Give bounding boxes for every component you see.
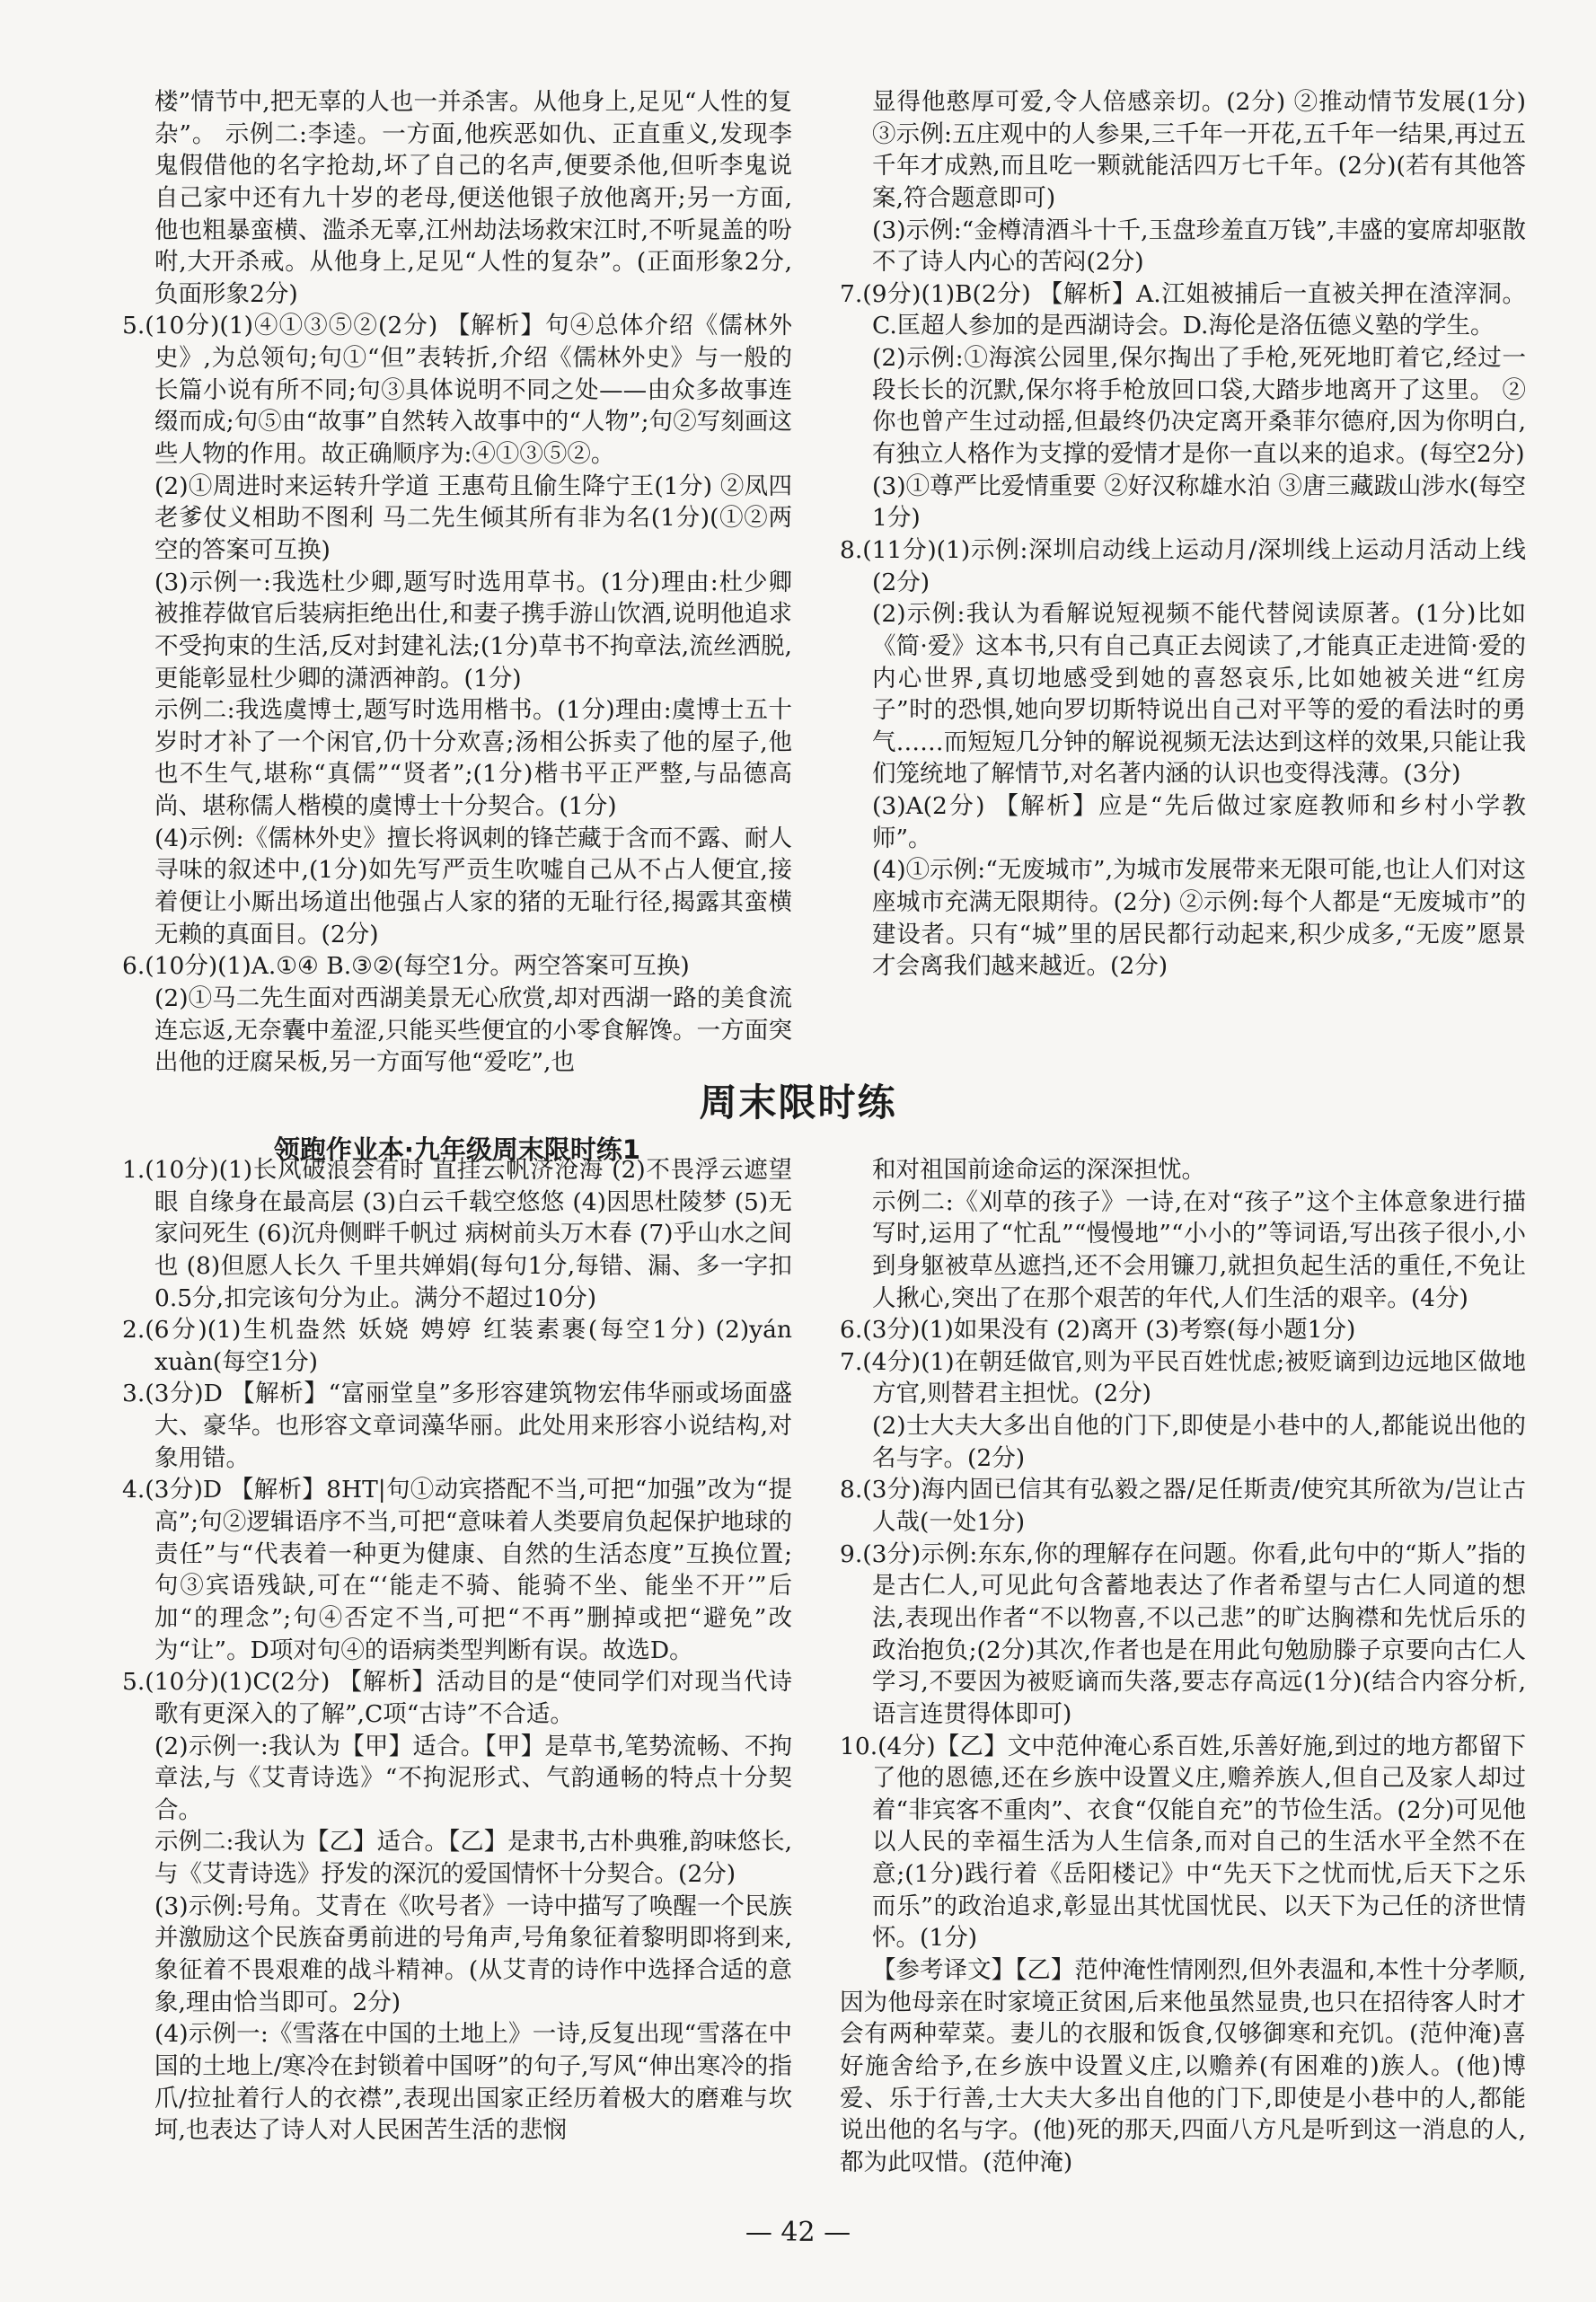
answer-paragraph: (2)①马二先生面对西湖美景无心欣赏,却对西湖一路的美食流连忘返,无奈囊中羞涩,只能买些便宜的小零食解馋。一方面突出他的迂腐呆板,另一方面写他“爱吃”,也: [154, 983, 792, 1077]
answer-paragraph: 【参考译文】【乙】范仲淹性情刚烈,但外表温和,本性十分孝顺,因为他母亲在时家境正贫困,后来他虽然显贵,也只在招待客人时才会有两种荤菜。妻儿的衣服和饭食,仅够御寒和充饥。(范仲淹)喜好施舍给予,在乡族中设置义庄,以赡养(有困难的)族人。(他)博爱、乐于行善,士大夫大多出自他的门下,即使是小巷中的人,都能说出他的名与字。(他)死的那天,四面八方凡是听到这一消息的人,都为此叹惜。(范仲淹): [840, 1956, 1526, 2176]
answer-paragraph: 1.(10分)(1)长风破浪会有时 直挂云帆济沧海 (2)不畏浮云遮望眼 自缘身在最高层 (3)白云千载空悠悠 (4)因思杜陵梦 (5)无家问死生 (6)沉舟侧畔千帆过 病树前头万木春 (7)乎山水之间也 (8)但愿人长久 千里共婵娟(每句1分,每错、漏、多一字扣0.5分,扣完该句分为止。满分不超过10分): [122, 1156, 792, 1312]
answer-paragraph: (2)示例:①海滨公园里,保尔掏出了手枪,死死地盯着它,经过一段长长的沉默,保尔将手枪放回口袋,大踏步地离开了这里。 ②你也曾产生过动摇,但最终仍决定离开桑菲尔德府,因为你明白,有独立人格作为支撑的爱情才是你一直以来的追求。(每空2分): [872, 344, 1526, 469]
answer-column-top-left: [122, 86, 792, 1079]
answer-column-bottom-right: [840, 1154, 1526, 2179]
answer-paragraph: 5.(10分)(1)C(2分) 【解析】活动目的是“使同学们对现当代诗歌有更深入的了解”,C项“古诗”不合适。: [122, 1668, 792, 1728]
answer-paragraph: 8.(11分)(1)示例:深圳启动线上运动月/深圳线上运动月活动上线(2分): [840, 535, 1526, 596]
answer-paragraph: 7.(9分)(1)B(2分) 【解析】A.江姐被捕后一直被关押在渣滓洞。C.匡超人参加的是西湖诗会。D.海伦是洛伍德义塾的学生。: [840, 279, 1526, 340]
answer-paragraph: (2)①周进时来运转升学道 王惠苟且偷生降宁王(1分) ②凤四老爹仗义相助不图利 马二先生倾其所有非为名(1分)(①②两空的答案可互换): [154, 472, 792, 564]
answer-paragraph: (3)①尊严比爱情重要 ②好汉称雄水泊 ③唐三藏跋山涉水(每空1分): [872, 472, 1526, 533]
answer-paragraph: (2)士大夫大多出自他的门下,即使是小巷中的人,都能说出他的名与字。(2分): [872, 1412, 1526, 1472]
answer-paragraph: 7.(4分)(1)在朝廷做官,则为平民百姓忧虑;被贬谪到边远地区做地方官,则替君主担忧。(2分): [840, 1347, 1526, 1408]
answer-paragraph: 6.(10分)(1)A.①④ B.③②(每空1分。两空答案可互换): [122, 952, 690, 981]
answer-paragraph: (3)示例一:我选杜少卿,题写时选用草书。(1分)理由:杜少卿被推荐做官后装病拒绝出仕,和妻子携手游山饮酒,说明他追求不受拘束的生活,反对封建礼法;(1分)草书不拘章法,流丝洒脱,更能彰显杜少卿的潇洒神韵。(1分): [154, 568, 792, 692]
page-number: — 42 —: [745, 2217, 851, 2248]
answer-paragraph: 2.(6分)(1)生机盎然 妖娆 娉婷 红装素裹(每空1分) (2)yán xuàn(每空1分): [122, 1316, 792, 1376]
answer-paragraph: (2)示例:我认为看解说短视频不能代替阅读原著。(1分)比如《简·爱》这本书,只有自己真正去阅读了,才能真正走进简·爱的内心世界,真切地感受到她的喜怒哀乐,比如她被关进“红房子”时的恐惧,她向罗切斯特说出自己对平等的爱的看法时的勇气……而短短几分钟的解说视频无法达到这样的效果,只能让我们笼统地了解情节,对名著内涵的认识也变得浅薄。(3分): [872, 600, 1526, 789]
answer-paragraph: 8.(3分)海内固已信其有弘毅之器/足任斯责/使究其所欲为/岂让古人哉(一处1分): [840, 1476, 1526, 1537]
section-title: 周末限时练: [699, 1080, 897, 1125]
answer-paragraph: (4)①示例:“无废城市”,为城市发展带来无限可能,也让人们对这座城市充满无限期待。(2分) ②示例:每个人都是“无废城市”的建设者。只有“城”里的居民都行动起来,积少成多,“无废”愿景才会离我们越来越近。(2分): [872, 856, 1526, 981]
answer-paragraph: 显得他憨厚可爱,令人倍感亲切。(2分) ②推动情节发展(1分) ③示例:五庄观中的人参果,三千年一开花,五千年一结果,再过五千年才成熟,而且吃一颗就能活四万七千年。(2分)(若有其他答案,符合题意即可): [872, 88, 1526, 212]
answer-paragraph: (3)示例:“金樽清酒斗十千,玉盘珍羞直万钱”,丰盛的宴席却驱散不了诗人内心的苦闷(2分): [872, 216, 1526, 277]
answer-column-bottom-left: [122, 1154, 792, 2147]
answer-paragraph: 4.(3分)D 【解析】8HT|句①动宾搭配不当,可把“加强”改为“提高”;句②逻辑语序不当,可把“意味着人类要肩负起保护地球的责任”与“代表着一种更为健康、自然的生活态度”互换位置;句③宾语残缺,可在“‘能走不骑、能骑不坐、能坐不开’”后加“的理念”;句④否定不当,可把“不再”删掉或把“避免”改为“让”。D项对句④的语病类型判断有误。故选D。: [122, 1476, 792, 1664]
answer-paragraph: (4)示例:《儒林外史》擅长将讽刺的锋芒藏于含而不露、耐人寻味的叙述中,(1分)如先写严贡生吹嘘自己从不占人便宜,接着便让小厮出场道出他强占人家的猪的无耻行径,揭露其蛮横无赖的真面目。(2分): [154, 824, 792, 948]
answer-paragraph: (3)A(2分) 【解析】应是“先后做过家庭教师和乡村小学教师”。: [872, 792, 1526, 852]
answer-paragraph: 和对祖国前途命运的深深担忧。: [872, 1156, 1205, 1184]
answer-paragraph: 10.(4分)【乙】文中范仲淹心系百姓,乐善好施,到过的地方都留下了他的恩德,还在乡族中设置义庄,赡养族人,但自己及家人却过着“非宾客不重肉”、衣食“仅能自充”的节俭生活。(2分)可见他以人民的幸福生活为人生信条,而对自己的生活水平全然不在意;(1分)践行着《岳阳楼记》中“先天下之忧而忧,后天下之乐而乐”的政治追求,彰显出其忧国忧民、以天下为己任的济世情怀。(1分): [840, 1732, 1526, 1953]
answer-paragraph: 9.(3分)示例:东东,你的理解存在问题。你看,此句中的“斯人”指的是古仁人,可见此句含蓄地表达了作者希望与古仁人同道的想法,表现出作者“不以物喜,不以己悲”的旷达胸襟和先忧后乐的政治抱负;(2分)其次,作者也是在用此句勉励滕子京要向古仁人学习,不要因为被贬谪而失落,要志存高远(1分)(结合内容分析,语言连贯得体即可): [840, 1539, 1526, 1728]
answer-paragraph: 楼”情节中,把无辜的人也一并杀害。从他身上,足见“人性的复杂”。 示例二:李逵。一方面,他疾恶如仇、正直重义,发现李鬼假借他的名字抢劫,坏了自己的名声,便要杀他,但听李鬼说自己家中还有九十岁的老母,便送他银子放他离开;另一方面,他也粗暴蛮横、滥杀无辜,江州劫法场救宋江时,不听晁盖的吩咐,大开杀戒。从他身上,足见“人性的复杂”。(正面形象2分,负面形象2分): [154, 88, 792, 308]
answer-paragraph: 5.(10分)(1)④①③⑤②(2分) 【解析】句④总体介绍《儒林外史》,为总领句;句①“但”表转折,介绍《儒林外史》与一般的长篇小说有所不同;句③具体说明不同之处——由众多故事连缀而成;句⑤由“故事”自然转入故事中的“人物”;句②写刻画这些人物的作用。故正确顺序为:④①③⑤②。: [122, 312, 792, 469]
subsection-title: 领跑作业本·九年级周末限时练1: [273, 1134, 641, 1165]
answer-paragraph: (2)示例一:我认为【甲】适合。【甲】是草书,笔势流畅、不拘章法,与《艾青诗选》“不拘泥形式、气韵通畅的特点十分契合。: [154, 1732, 792, 1824]
answer-paragraph: 示例二:我选虞博士,题写时选用楷书。(1分)理由:虞博士五十岁时才补了一个闲官,仍十分欢喜;汤相公拆卖了他的屋子,他也不生气,堪称“真儒”“贤者”;(1分)楷书平正严整,与品德高尚、堪称儒人楷模的虞博士十分契合。(1分): [154, 696, 792, 821]
answer-paragraph: 6.(3分)(1)如果没有 (2)离开 (3)考察(每小题1分): [840, 1316, 1356, 1345]
answer-paragraph: (3)示例:号角。艾青在《吹号者》一诗中描写了唤醒一个民族并激励这个民族奋勇前进的号角声,号角象征着黎明即将到来,象征着不畏艰难的战斗精神。(从艾青的诗作中选择合适的意象,理由恰当即可。2分): [154, 1892, 792, 2016]
answer-column-top-right: [840, 86, 1526, 983]
answer-paragraph: 3.(3分)D 【解析】“富丽堂皇”多形容建筑物宏伟华丽或场面盛大、豪华。也形容文章词藻华丽。此处用来形容小说结构,对象用错。: [122, 1380, 792, 1472]
answer-paragraph: 示例二:《刈草的孩子》一诗,在对“孩子”这个主体意象进行描写时,运用了“忙乱”“慢慢地”“小小的”等词语,写出孩子很小,小到身躯被草丛遮挡,还不会用镰刀,就担负起生活的重任,不免让人揪心,突出了在那个艰苦的年代,人们生活的艰辛。(4分): [872, 1187, 1526, 1312]
answer-paragraph: (4)示例一:《雪落在中国的土地上》一诗,反复出现“雪落在中国的土地上/寒冷在封锁着中国呀”的句子,写风“伸出寒冷的指爪/拉扯着行人的衣襟”,表现出国家正经历着极大的磨难与坎坷,也表达了诗人对人民困苦生活的悲悯: [154, 2020, 792, 2145]
answer-paragraph: 示例二:我认为【乙】适合。【乙】是隶书,古朴典雅,韵味悠长,与《艾青诗选》抒发的深沉的爱国情怀十分契合。(2分): [154, 1828, 792, 1889]
